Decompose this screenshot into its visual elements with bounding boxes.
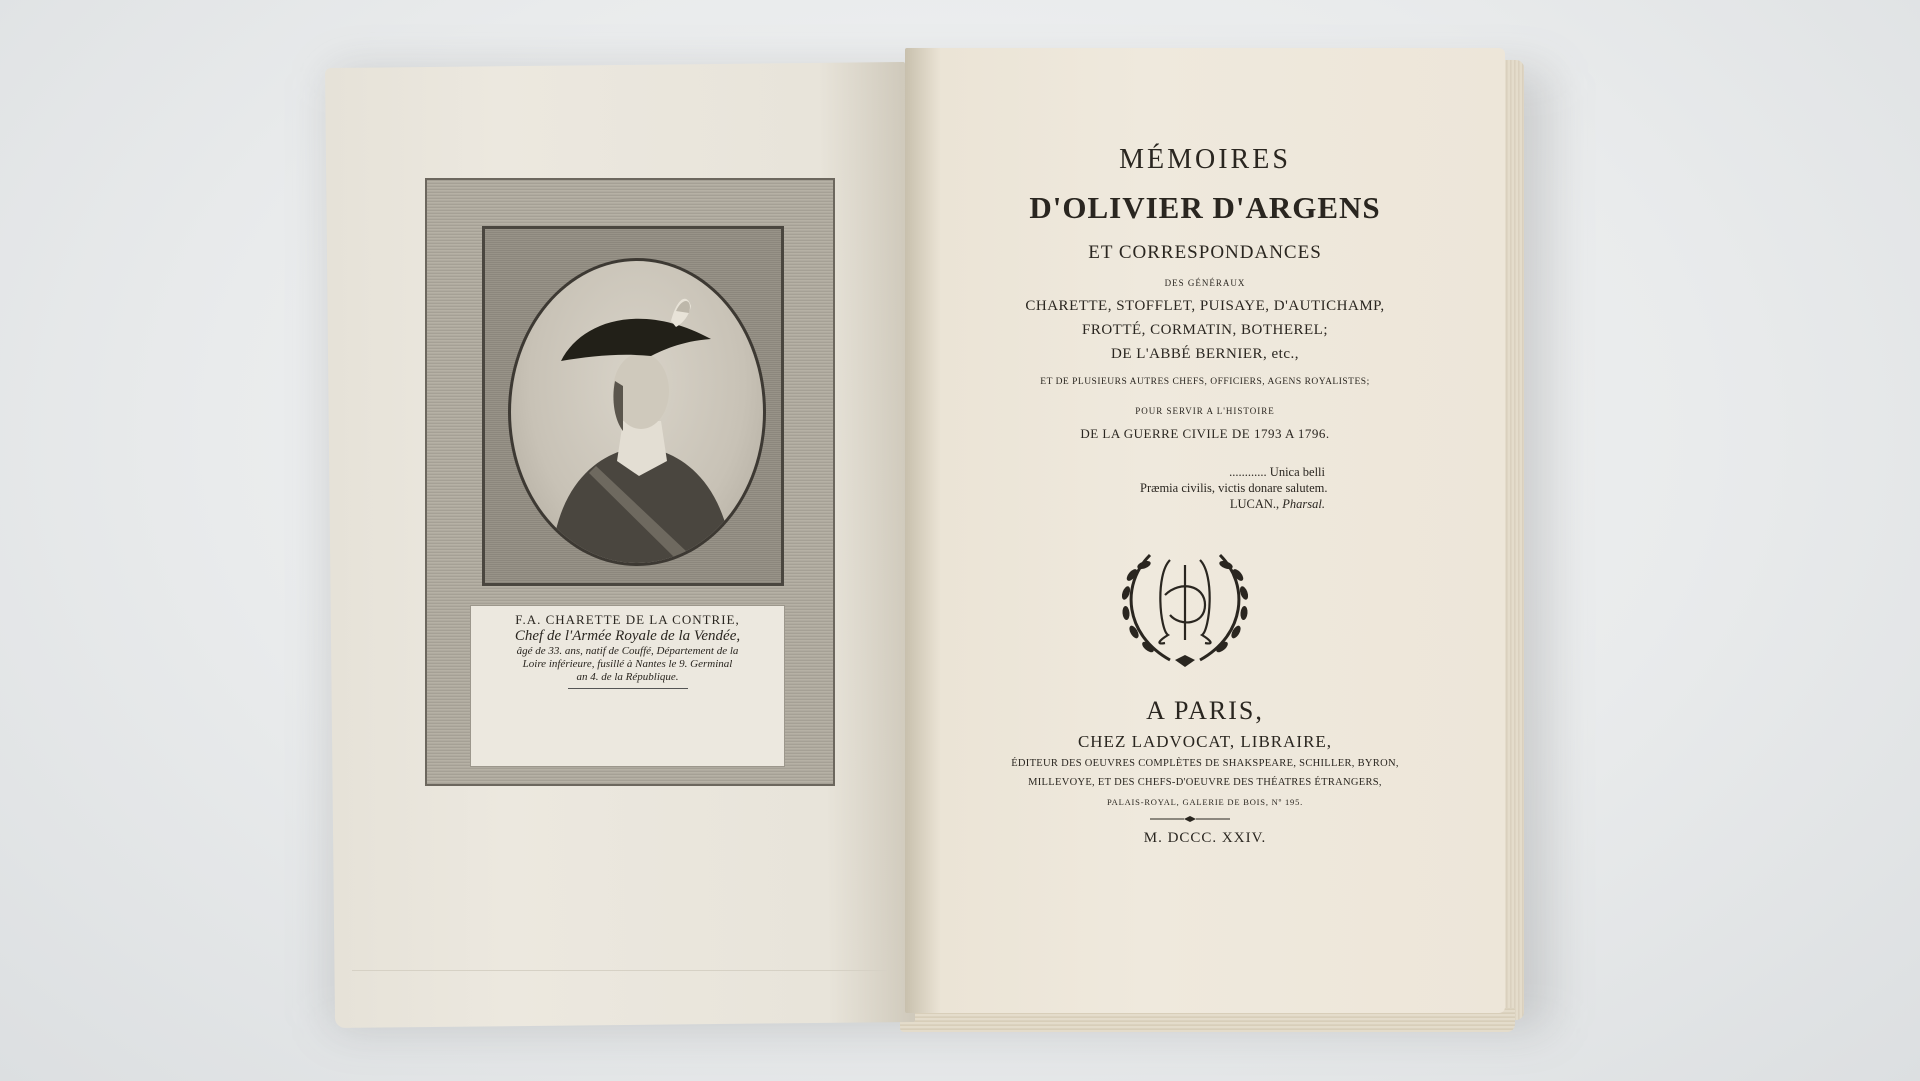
imprint-address: PALAIS-ROYAL, GALERIE DE BOIS, Nº 195.: [1106, 797, 1304, 807]
des-generaux: DES GÉNÉRAUX: [1164, 278, 1246, 288]
caption-line: âgé de 33. ans, natif de Couffé, Département de la: [516, 645, 739, 657]
imprint-line-2: MILLEVOYE, ET DES CHEFS-D'OEUVRE DES THÉATRES ÉTRANGERS,: [1028, 777, 1382, 788]
plate-mark-line: [352, 970, 887, 971]
subtitle: ET CORRESPONDANCES: [1088, 242, 1322, 263]
title-line-1: MÉMOIRES: [1119, 144, 1291, 175]
caption-name: F.A. CHARETTE DE LA CONTRIE,: [515, 612, 740, 627]
caption-title: Chef de l'Armée Royale de la Vendée,: [514, 628, 741, 644]
epigraph-author: LUCAN.,: [1229, 497, 1280, 511]
epigraph-line-1: ............ Unica belli: [1229, 465, 1325, 479]
caption-line: Loire inférieure, fusillé à Nantes le 9. Germinal: [522, 658, 733, 670]
epigraph-work: Pharsal.: [1282, 497, 1325, 511]
guerre-civile-line: DE LA GUERRE CIVILE DE 1793 A 1796.: [1080, 426, 1330, 441]
caption-line: an 4. de la République.: [576, 671, 679, 683]
imprint-line-1: ÉDITEUR DES OEUVRES COMPLÈTES DE SHAKSPEARE, SCHILLER, BYRON,: [1011, 758, 1399, 769]
portrait-caption: [470, 605, 785, 767]
imprint-city: A PARIS,: [1146, 696, 1264, 725]
title-line-2: D'OLIVIER D'ARGENS: [1029, 190, 1381, 225]
generals-line-1: CHARETTE, STOFFLET, PUISAYE, D'AUTICHAMP,: [1025, 298, 1385, 314]
monogram-wreath-emblem: [1110, 535, 1260, 675]
imprint-year: M. DCCC. XXIV.: [1143, 830, 1267, 846]
pour-servir-line: POUR SERVIR A L'HISTOIRE: [1135, 406, 1275, 416]
generals-line-3: DE L'ABBÉ BERNIER, etc.,: [1110, 346, 1299, 362]
caption-rule: [568, 688, 688, 689]
epigraph-line-2: Præmia civilis, victis donare salutem.: [1140, 481, 1328, 495]
generals-line-2: FROTTÉ, CORMATIN, BOTHEREL;: [1082, 322, 1328, 338]
portrait-engraving: [511, 261, 763, 563]
portrait-oval: [508, 258, 766, 566]
imprint-publisher: CHEZ LADVOCAT, LIBRAIRE,: [1077, 732, 1333, 751]
ornamental-rule: [1150, 815, 1230, 823]
others-line: ET DE PLUSIEURS AUTRES CHEFS, OFFICIERS, AGENS ROYALISTES;: [1040, 377, 1370, 387]
epigraph-attribution: [1140, 497, 1325, 512]
